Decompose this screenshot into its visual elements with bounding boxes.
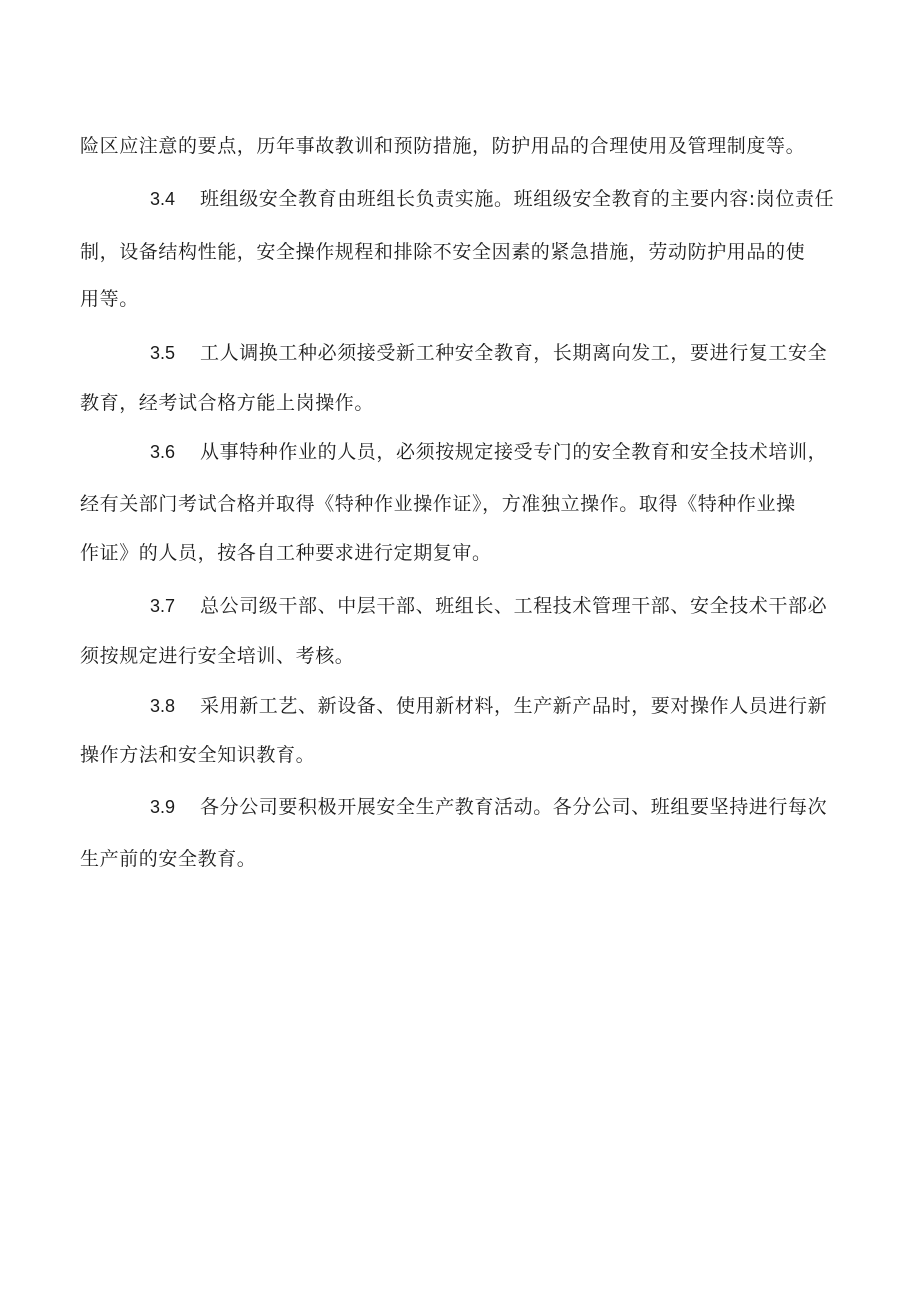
continuation-line: 险区应注意的要点，历年事故教训和预防措施，防护用品的合理使用及管理制度等。 [80,135,806,157]
clause-text: 各分公司要积极开展安全生产教育活动。各分公司、班组要坚持进行每次 [200,796,828,818]
clause-3-6-line-2: 经有关部门考试合格并取得《特种作业操作证》，方准独立操作。取得《特种作业操 [80,493,796,515]
clause-3-4-line-3: 用等。 [80,288,139,310]
clause-number: 3.7 [150,596,176,616]
clause-3-5-line-1 [150,341,850,365]
clause-text: 班组级安全教育由班组长负责实施。班组级安全教育的主要内容:岗位责任 [200,188,835,210]
clause-number: 3.9 [150,797,176,817]
clause-number: 3.5 [150,343,176,363]
clause-text: 总公司级干部、中层干部、班组长、工程技术管理干部、安全技术干部必 [200,595,828,617]
clause-3-5-line-2: 教育，经考试合格方能上岗操作。 [80,392,375,414]
clause-text: 工人调换工种必须接受新工种安全教育，长期离向发工，要进行复工安全 [200,342,828,364]
clause-3-8-line-2: 操作方法和安全知识教育。 [80,744,316,766]
clause-number: 3.6 [150,442,176,462]
clause-number: 3.8 [150,696,176,716]
clause-3-8-line-1 [150,694,850,718]
clause-3-4-line-1 [150,187,850,211]
clause-text: 从事特种作业的人员，必须按规定接受专门的安全教育和安全技术培训， [200,441,828,463]
clause-3-9-line-2: 生产前的安全教育。 [80,848,257,870]
clause-3-4-line-2: 制，设备结构性能，安全操作规程和排除不安全因素的紧急措施，劳动防护用品的使 [80,241,806,263]
clause-number: 3.4 [150,189,176,209]
clause-text: 采用新工艺、新设备、使用新材料，生产新产品时，要对操作人员进行新 [200,695,828,717]
clause-3-6-line-1 [150,440,850,464]
clause-3-7-line-2: 须按规定进行安全培训、考核。 [80,645,355,667]
clause-3-7-line-1 [150,594,850,618]
clause-3-6-line-3: 作证》的人员，按各自工种要求进行定期复审。 [80,542,492,564]
clause-3-9-line-1 [150,795,850,819]
